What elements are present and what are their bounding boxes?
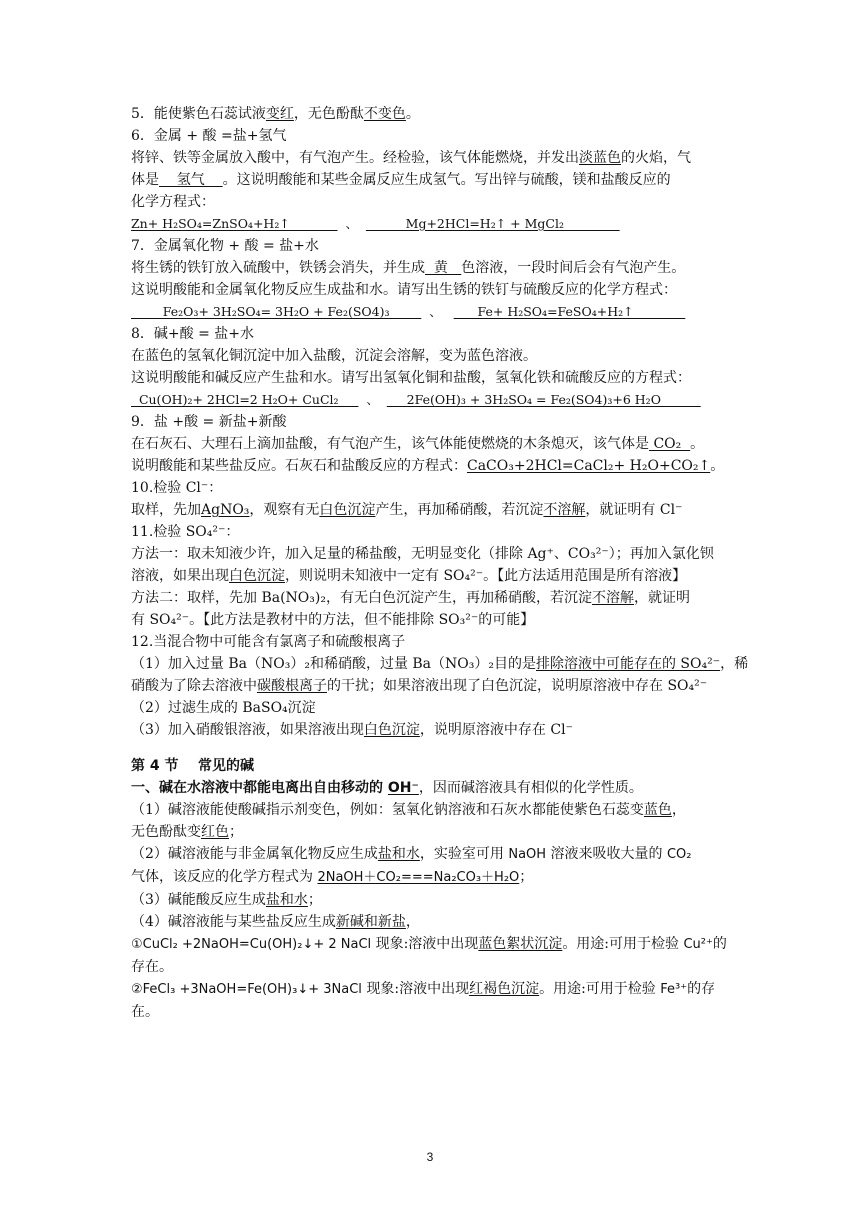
text-line (131, 411, 731, 433)
text-span: 9．盐 +酸 = 新盐+新酸 (131, 414, 287, 430)
text-span: 硝酸为了除去溶液中 (131, 678, 257, 694)
text-span: 化学方程式： (131, 194, 215, 210)
answer-text: Fe₂O₃+ 3H₂SO₄= 3H₂O + Fe₂(SO4)₃ (131, 304, 422, 319)
text-span: 6．金属 + 酸 =盐+氢气 (131, 128, 287, 144)
answer-text: 红色 (201, 824, 229, 840)
text-line (131, 697, 731, 719)
text-line (131, 499, 731, 521)
text-line (131, 1001, 731, 1023)
answer-text: 不变色 (363, 106, 406, 122)
text-line (131, 323, 731, 345)
text-line (131, 933, 731, 956)
text-line (131, 821, 731, 843)
answer-text: 氢气 (159, 172, 223, 188)
text-span: （3）加入硝酸银溶液，如果溶液出现 (131, 722, 364, 738)
text-span: 。 (405, 106, 420, 122)
text-span: 的火焰，气 (621, 150, 691, 166)
text-line (131, 389, 731, 411)
answer-text: 不溶解 (591, 590, 634, 606)
text-line (131, 978, 731, 1001)
answer-text: Fe+ H₂SO₄=FeSO₄+H₂↑ (453, 304, 686, 319)
text-span: 有 SO₄²⁻。【此方法是教材中的方法，但不能排除 SO₃²⁻的可能】 (131, 612, 535, 628)
answer-text: 碳酸根离子 (257, 678, 327, 694)
text-line (131, 301, 731, 323)
text-span: ，稀 (720, 656, 749, 672)
text-span: ； (307, 892, 322, 908)
text-span: 。 (710, 458, 725, 474)
answer-text: 变红 (265, 106, 294, 122)
text-span: 将锌、铁等金属放入酸中，有气泡产生。经检验，该气体能燃烧，并发出 (131, 150, 579, 166)
answer-text: 盐和水 (265, 892, 308, 908)
text-span: ②FeCl₃ +3NaOH=Fe(OH)₃↓+ 3NaCl (131, 982, 362, 997)
text-line (131, 653, 749, 675)
text-line (131, 147, 731, 169)
text-line (131, 477, 731, 499)
answer-text: CO₂ (649, 436, 691, 452)
answer-text: 盐和水 (377, 846, 420, 862)
text-span: （4）碱溶液能与某些盐反应生成 (131, 914, 336, 930)
answer-text: 不溶解 (543, 502, 586, 518)
text-line (131, 279, 731, 301)
text-span: 。用途:可用于检验 (562, 936, 684, 952)
text-line (131, 956, 731, 978)
text-line (131, 433, 731, 455)
document-body (131, 103, 749, 1023)
text-span: ，就证明有 Cl⁻ (585, 502, 683, 518)
text-line (131, 587, 731, 609)
text-line (131, 213, 731, 235)
text-span: 。这说明酸能和某些金属反应生成氢气。写出锌与硫酸，镁和盐酸反应的 (222, 172, 671, 188)
text-span: 这说明酸能和金属氧化物反应生成盐和水。请写出生锈的铁钉与硫酸反应的化学方程式： (131, 282, 677, 298)
text-span: （1）碱溶液能使酸碱指示剂变色，例如：氢氧化钠溶液和石灰水都能使紫色石蕊变 (131, 802, 644, 818)
text-span: 在蓝色的氢氧化铜沉淀中加入盐酸，沉淀会溶解，变为蓝色溶液。 (131, 348, 537, 364)
answer-text: Mg+2HCl=H₂↑ + MgCl₂ (365, 216, 620, 231)
answer-text: Cu(OH)₂+ 2HCl=2 H₂O+ CuCl₂ (131, 392, 359, 407)
text-line (131, 911, 731, 933)
text-line (131, 455, 731, 477)
page-number: 3 (426, 1150, 434, 1164)
text-line (131, 257, 731, 279)
text-span: 溶液来吸收大量的 (546, 846, 667, 862)
text-line (131, 631, 731, 653)
text-line (131, 521, 731, 543)
text-line (131, 719, 731, 741)
answer-text: 蓝色 (643, 802, 672, 818)
text-span: 11.检验 SO₄²⁻： (131, 524, 240, 540)
text-span: 一、碱在水溶液中都能电离出自由移动的 (131, 780, 388, 796)
text-span: 在。 (131, 1004, 159, 1020)
text-span: （1）加入过量 Ba（NO₃）₂和稀硝酸，过量 Ba（NO₃）₂目的是 (131, 656, 536, 672)
text-span: 第 4 节 常见的碱 (131, 758, 254, 774)
text-span: 的干扰；如果溶液出现了白色沉淀，说明原溶液中存在 SO₄²⁻ (327, 678, 708, 694)
answer-text: 蓝色絮状沉淀 (478, 936, 563, 952)
text-line (131, 345, 731, 367)
answer-text: AgNO₃ (201, 502, 250, 518)
text-line (131, 367, 731, 389)
answer-text: 2Fe(OH)₃ + 3H₂SO₄ = Fe₂(SO4)₃+6 H₂O (386, 392, 701, 407)
text-span: ， (671, 802, 686, 818)
answer-text: 淡蓝色 (579, 150, 621, 166)
text-span: ，因而碱溶液具有相似的化学性质。 (418, 780, 643, 796)
text-span: 体是 (131, 172, 159, 188)
section-heading (131, 755, 731, 777)
text-span: 的存 (687, 981, 716, 997)
text-span: ，观察有无 (249, 502, 320, 518)
text-line (131, 843, 731, 866)
text-span: Cu²⁺ (683, 937, 713, 952)
text-span: （3）碱能酸反应生成 (131, 892, 266, 908)
text-line (131, 235, 731, 257)
text-span: 方法一：取未知液少许，加入足量的稀盐酸，无明显变化（排除 Ag⁺、CO₃²⁻）；再加入氯化钡 (131, 546, 714, 562)
text-line (131, 565, 731, 587)
text-span: 色溶液，一段时间后会有气泡产生。 (461, 260, 686, 276)
text-span: 说明酸能和某些盐反应。石灰石和盐酸反应的方程式： (131, 458, 467, 474)
text-line (131, 799, 731, 821)
text-span: 气体，该反应的化学方程式为 (131, 869, 318, 885)
answer-text: 黄 (425, 260, 462, 276)
text-span: （2）过滤生成的 BaSO₄沉淀 (131, 700, 316, 716)
text-span: 将生锈的铁钉放入硫酸中，铁锈会消失，并生成 (131, 260, 425, 276)
text-line (131, 866, 731, 889)
answer-text: 白色沉淀 (319, 502, 376, 518)
answer-text: Zn+ H₂SO₄=ZnSO₄+H₂↑ (131, 216, 338, 231)
text-span: 这说明酸能和碱反应产生盐和水。请写出氢氧化铜和盐酸，氢氧化铁和硫酸反应的方程式： (131, 370, 691, 386)
text-span: ，就证明 (633, 590, 690, 606)
text-span: 、 (421, 304, 454, 319)
text-line (131, 543, 731, 565)
answer-text: 白色沉淀 (363, 722, 420, 738)
text-span: 取样，先加 (131, 502, 201, 518)
text-span: ； (519, 869, 534, 885)
text-span: 。用途:可用于检验 (539, 981, 661, 997)
text-span: 12.当混合物中可能含有氯离子和硫酸根离子 (131, 634, 406, 650)
text-span: ， (405, 914, 420, 930)
text-span: 现象:溶液中出现 (361, 981, 470, 997)
text-span: 现象:溶液中出现 (371, 936, 479, 952)
text-span: 存在。 (131, 959, 173, 975)
answer-text: 新碱和新盐 (335, 914, 406, 930)
text-span: ； (229, 824, 243, 840)
text-span: ，无色酚酞 (293, 106, 364, 122)
text-span: （2）碱溶液能与非金属氧化物反应生成 (131, 846, 378, 862)
text-span: Fe³⁺ (660, 982, 688, 997)
text-span: 。 (690, 436, 705, 452)
text-line (131, 609, 731, 631)
text-span: CO₂ (666, 847, 692, 862)
text-span: 在石灰石、大理石上滴加盐酸，有气泡产生，该气体能使燃烧的木条熄灭，该气体是 (131, 436, 649, 452)
text-span: NaOH (508, 847, 547, 862)
text-span: 产生，再加稀硝酸，若沉淀 (375, 502, 544, 518)
answer-text: 红褐色沉淀 (469, 981, 540, 997)
text-span: ①CuCl₂ +2NaOH=Cu(OH)₂↓+ 2 NaCl (131, 937, 372, 952)
text-line (131, 103, 731, 125)
answer-text: OH⁻ (387, 780, 419, 796)
text-span: 10.检验 Cl⁻： (131, 480, 223, 496)
answer-text: CaCO₃+2HCl=CaCl₂+ H₂O+CO₂↑ (467, 458, 711, 474)
text-line (131, 191, 731, 213)
text-span: 溶液，如果出现 (131, 568, 229, 584)
text-line (131, 675, 731, 697)
text-span: 5．能使紫色石蕊试液 (131, 106, 266, 122)
text-span: 、 (358, 392, 387, 407)
answer-text: 白色沉淀 (229, 568, 285, 584)
text-span: 7．金属氧化物 + 酸 = 盐+水 (131, 238, 319, 254)
text-span: 8．碱+酸 = 盐+水 (131, 326, 254, 342)
answer-text: 排除溶液中可能存在的 SO₄²⁻ (535, 656, 721, 672)
text-line (131, 777, 731, 799)
text-span: ，则说明未知液中一定有 SO₄²⁻。【此方法适用范围是所有溶液】 (285, 568, 687, 584)
text-span: ，实验室可用 (419, 846, 509, 862)
text-line (131, 889, 731, 911)
text-span: 的 (712, 936, 727, 952)
text-line (131, 169, 731, 191)
text-span: 、 (337, 216, 366, 231)
text-span: ，说明原溶液中存在 Cl⁻ (419, 722, 573, 738)
text-span: 无色酚酞变 (131, 824, 201, 840)
text-line (131, 125, 731, 147)
answer-text: 2NaOH＋CO₂===Na₂CO₃＋H₂O (317, 870, 520, 885)
text-span: 方法二：取样，先加 Ba(NO₃)₂，有无白色沉淀产生，再加稀硝酸，若沉淀 (131, 590, 592, 606)
section-gap (131, 741, 731, 755)
